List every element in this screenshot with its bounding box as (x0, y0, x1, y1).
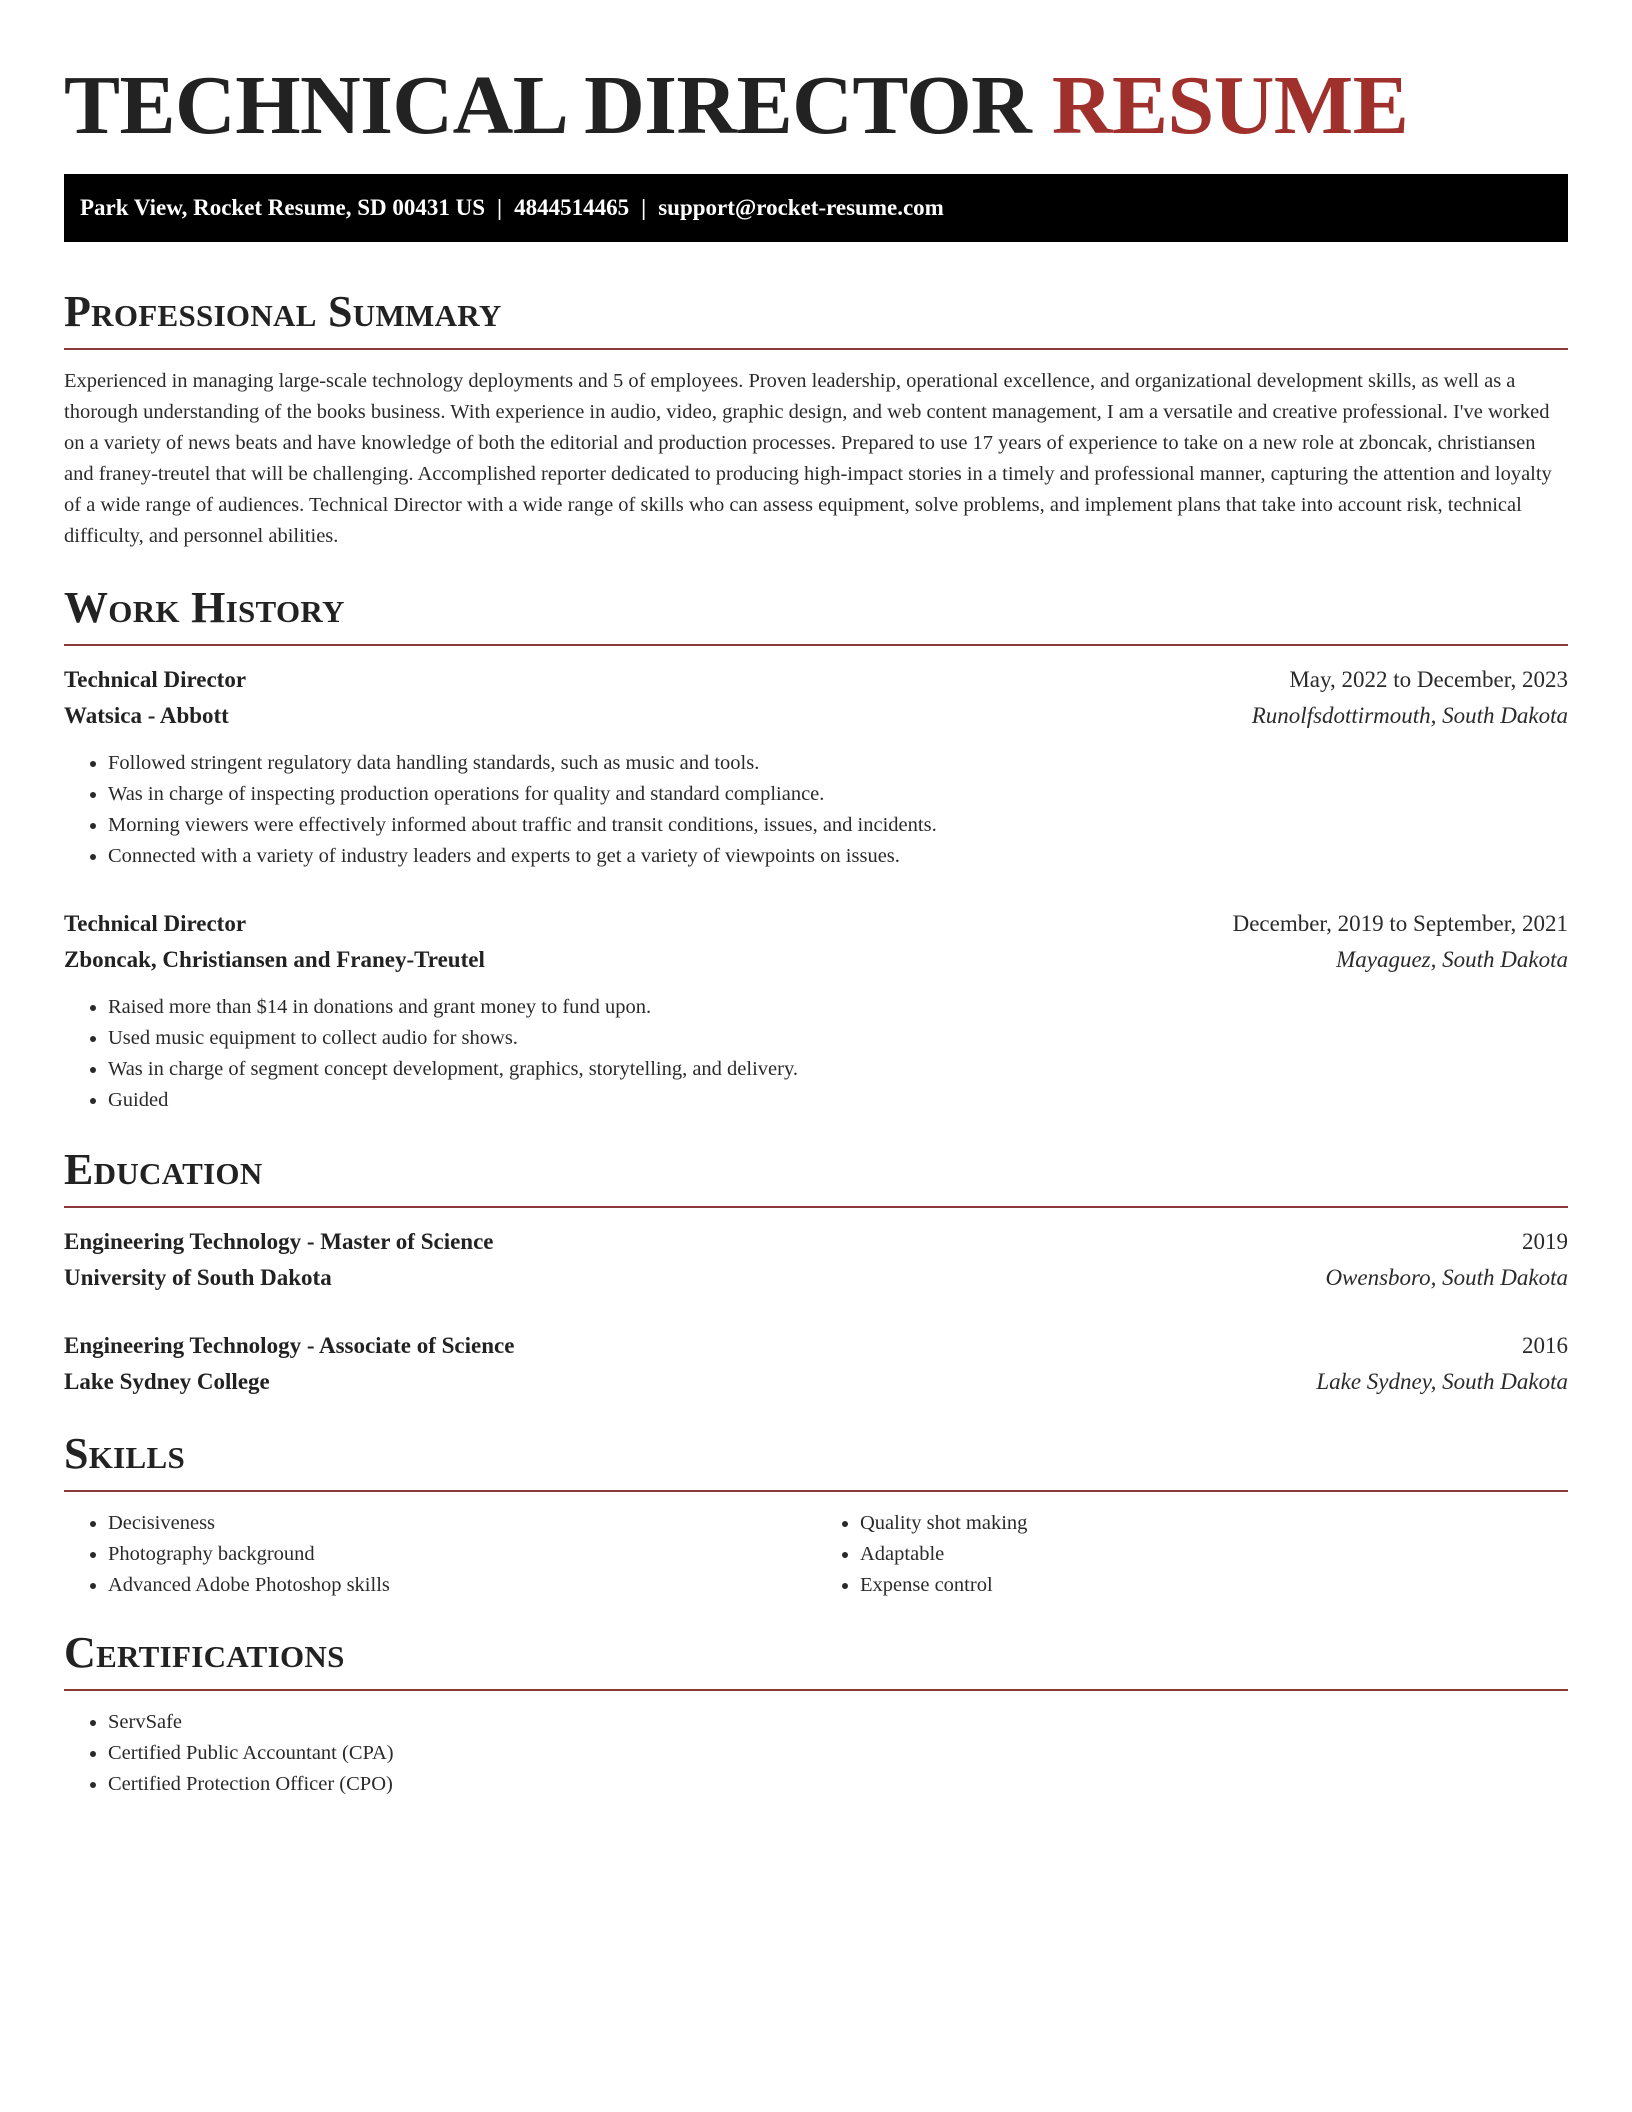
job-location: Mayaguez, South Dakota (1336, 947, 1568, 972)
skills-column-left (64, 1508, 816, 1601)
education-school-row (64, 1260, 1568, 1296)
list-item: • Adaptable (860, 1539, 1568, 1570)
skills-column-right (816, 1508, 1568, 1601)
list-item: • Used music equipment to collect audio for shows. (108, 1023, 1568, 1054)
list-item: • Followed stringent regulatory data handling standards, such as music and tools. (108, 748, 1568, 779)
list-item: • Was in charge of inspecting production operations for quality and standard compliance. (108, 779, 1568, 810)
job-dates: December, 2019 to September, 2021 (1232, 911, 1568, 936)
education-school-row (64, 1364, 1568, 1400)
job-company: Watsica - Abbott (64, 703, 229, 728)
education-entry (64, 1224, 1568, 1296)
education-degree-row (64, 1224, 1568, 1260)
contact-address: Park View, Rocket Resume, SD 00431 US (80, 195, 486, 220)
job-entry (64, 662, 1568, 872)
summary-section (64, 286, 1568, 552)
list-item: • Morning viewers were effectively informed about traffic and transit conditions, issues, and incidents. (108, 810, 1568, 841)
education-degree: Engineering Technology - Associate of Science (64, 1333, 515, 1358)
work-heading: Work History (64, 583, 345, 632)
education-school: University of South Dakota (64, 1265, 332, 1290)
certifications-section (64, 1627, 1568, 1800)
list-item: • Advanced Adobe Photoshop skills (108, 1570, 816, 1601)
skills-list (816, 1508, 1568, 1601)
section-divider (64, 1206, 1568, 1208)
job-bullets (64, 992, 1568, 1116)
list-item: • Photography background (108, 1539, 816, 1570)
resume-title (64, 60, 1568, 152)
skills-section (64, 1428, 1568, 1601)
education-school: Lake Sydney College (64, 1369, 270, 1394)
list-item: • Was in charge of segment concept development, graphics, storytelling, and delivery. (108, 1054, 1568, 1085)
list-item: • Expense control (860, 1570, 1568, 1601)
education-degree: Engineering Technology - Master of Science (64, 1229, 494, 1254)
title-accent: RESUME (1051, 59, 1409, 152)
education-year: 2019 (1522, 1229, 1568, 1254)
list-item: • Certified Protection Officer (CPO) (108, 1769, 1568, 1800)
contact-bar (64, 174, 1568, 242)
section-divider (64, 1689, 1568, 1691)
job-title: Technical Director (64, 911, 247, 936)
summary-text: Experienced in managing large-scale technology deployments and 5 of employees. Proven leadership, operational excellence, and organizational development skills, as well as a thorough understanding of the books business. With experience in audio, video, graphic design, and web content management, I am a versatile and creative professional. I've worked on a variety of news beats and have knowledge of both the editorial and production processes. Prepared to use 17 years of experience to take on a new role at zboncak, christiansen and franey-treutel that will be challenging. Accomplished reporter dedicated to producing high-impact stories in a timely and professional manner, capturing the attention and loyalty of a wide range of audiences. Technical Director with a wide range of skills who can assess equipment, solve problems, and implement plans that take into account risk, technical difficulty, and personnel abilities. (64, 370, 1552, 547)
job-header-row (64, 662, 1568, 698)
job-entry (64, 906, 1568, 1116)
list-item: • Guided (108, 1085, 1568, 1116)
education-entry (64, 1328, 1568, 1400)
education-location: Lake Sydney, South Dakota (1316, 1369, 1568, 1394)
job-location: Runolfsdottirmouth, South Dakota (1251, 703, 1568, 728)
skills-grid (64, 1508, 1568, 1601)
list-item: • Certified Public Accountant (CPA) (108, 1738, 1568, 1769)
contact-separator: | (497, 195, 503, 220)
job-header-row (64, 906, 1568, 942)
section-divider (64, 1490, 1568, 1492)
job-dates: May, 2022 to December, 2023 (1289, 667, 1568, 692)
title-main: TECHNICAL DIRECTOR (64, 59, 1032, 152)
contact-separator: | (641, 195, 647, 220)
job-bullets (64, 748, 1568, 872)
contact-phone: 4844514465 (514, 195, 630, 220)
section-divider (64, 348, 1568, 350)
skills-heading: Skills (64, 1429, 186, 1478)
contact-email: support@rocket-resume.com (658, 195, 944, 220)
certifications-list (64, 1707, 1568, 1800)
skills-list (64, 1508, 816, 1601)
certifications-heading: Certifications (64, 1628, 345, 1677)
list-item: • ServSafe (108, 1707, 1568, 1738)
education-location: Owensboro, South Dakota (1325, 1265, 1568, 1290)
education-heading: Education (64, 1145, 263, 1194)
list-item: • Raised more than $14 in donations and grant money to fund upon. (108, 992, 1568, 1023)
job-company-row (64, 698, 1568, 734)
list-item: • Quality shot making (860, 1508, 1568, 1539)
summary-heading: Professional Summary (64, 287, 502, 336)
education-degree-row (64, 1328, 1568, 1364)
job-company: Zboncak, Christiansen and Franey-Treutel (64, 947, 485, 972)
job-title: Technical Director (64, 667, 247, 692)
list-item: • Connected with a variety of industry leaders and experts to get a variety of viewpoints on issues. (108, 841, 1568, 872)
list-item: • Decisiveness (108, 1508, 816, 1539)
job-company-row (64, 942, 1568, 978)
education-year: 2016 (1522, 1333, 1568, 1358)
section-divider (64, 644, 1568, 646)
work-section (64, 582, 1568, 1116)
education-section (64, 1144, 1568, 1400)
